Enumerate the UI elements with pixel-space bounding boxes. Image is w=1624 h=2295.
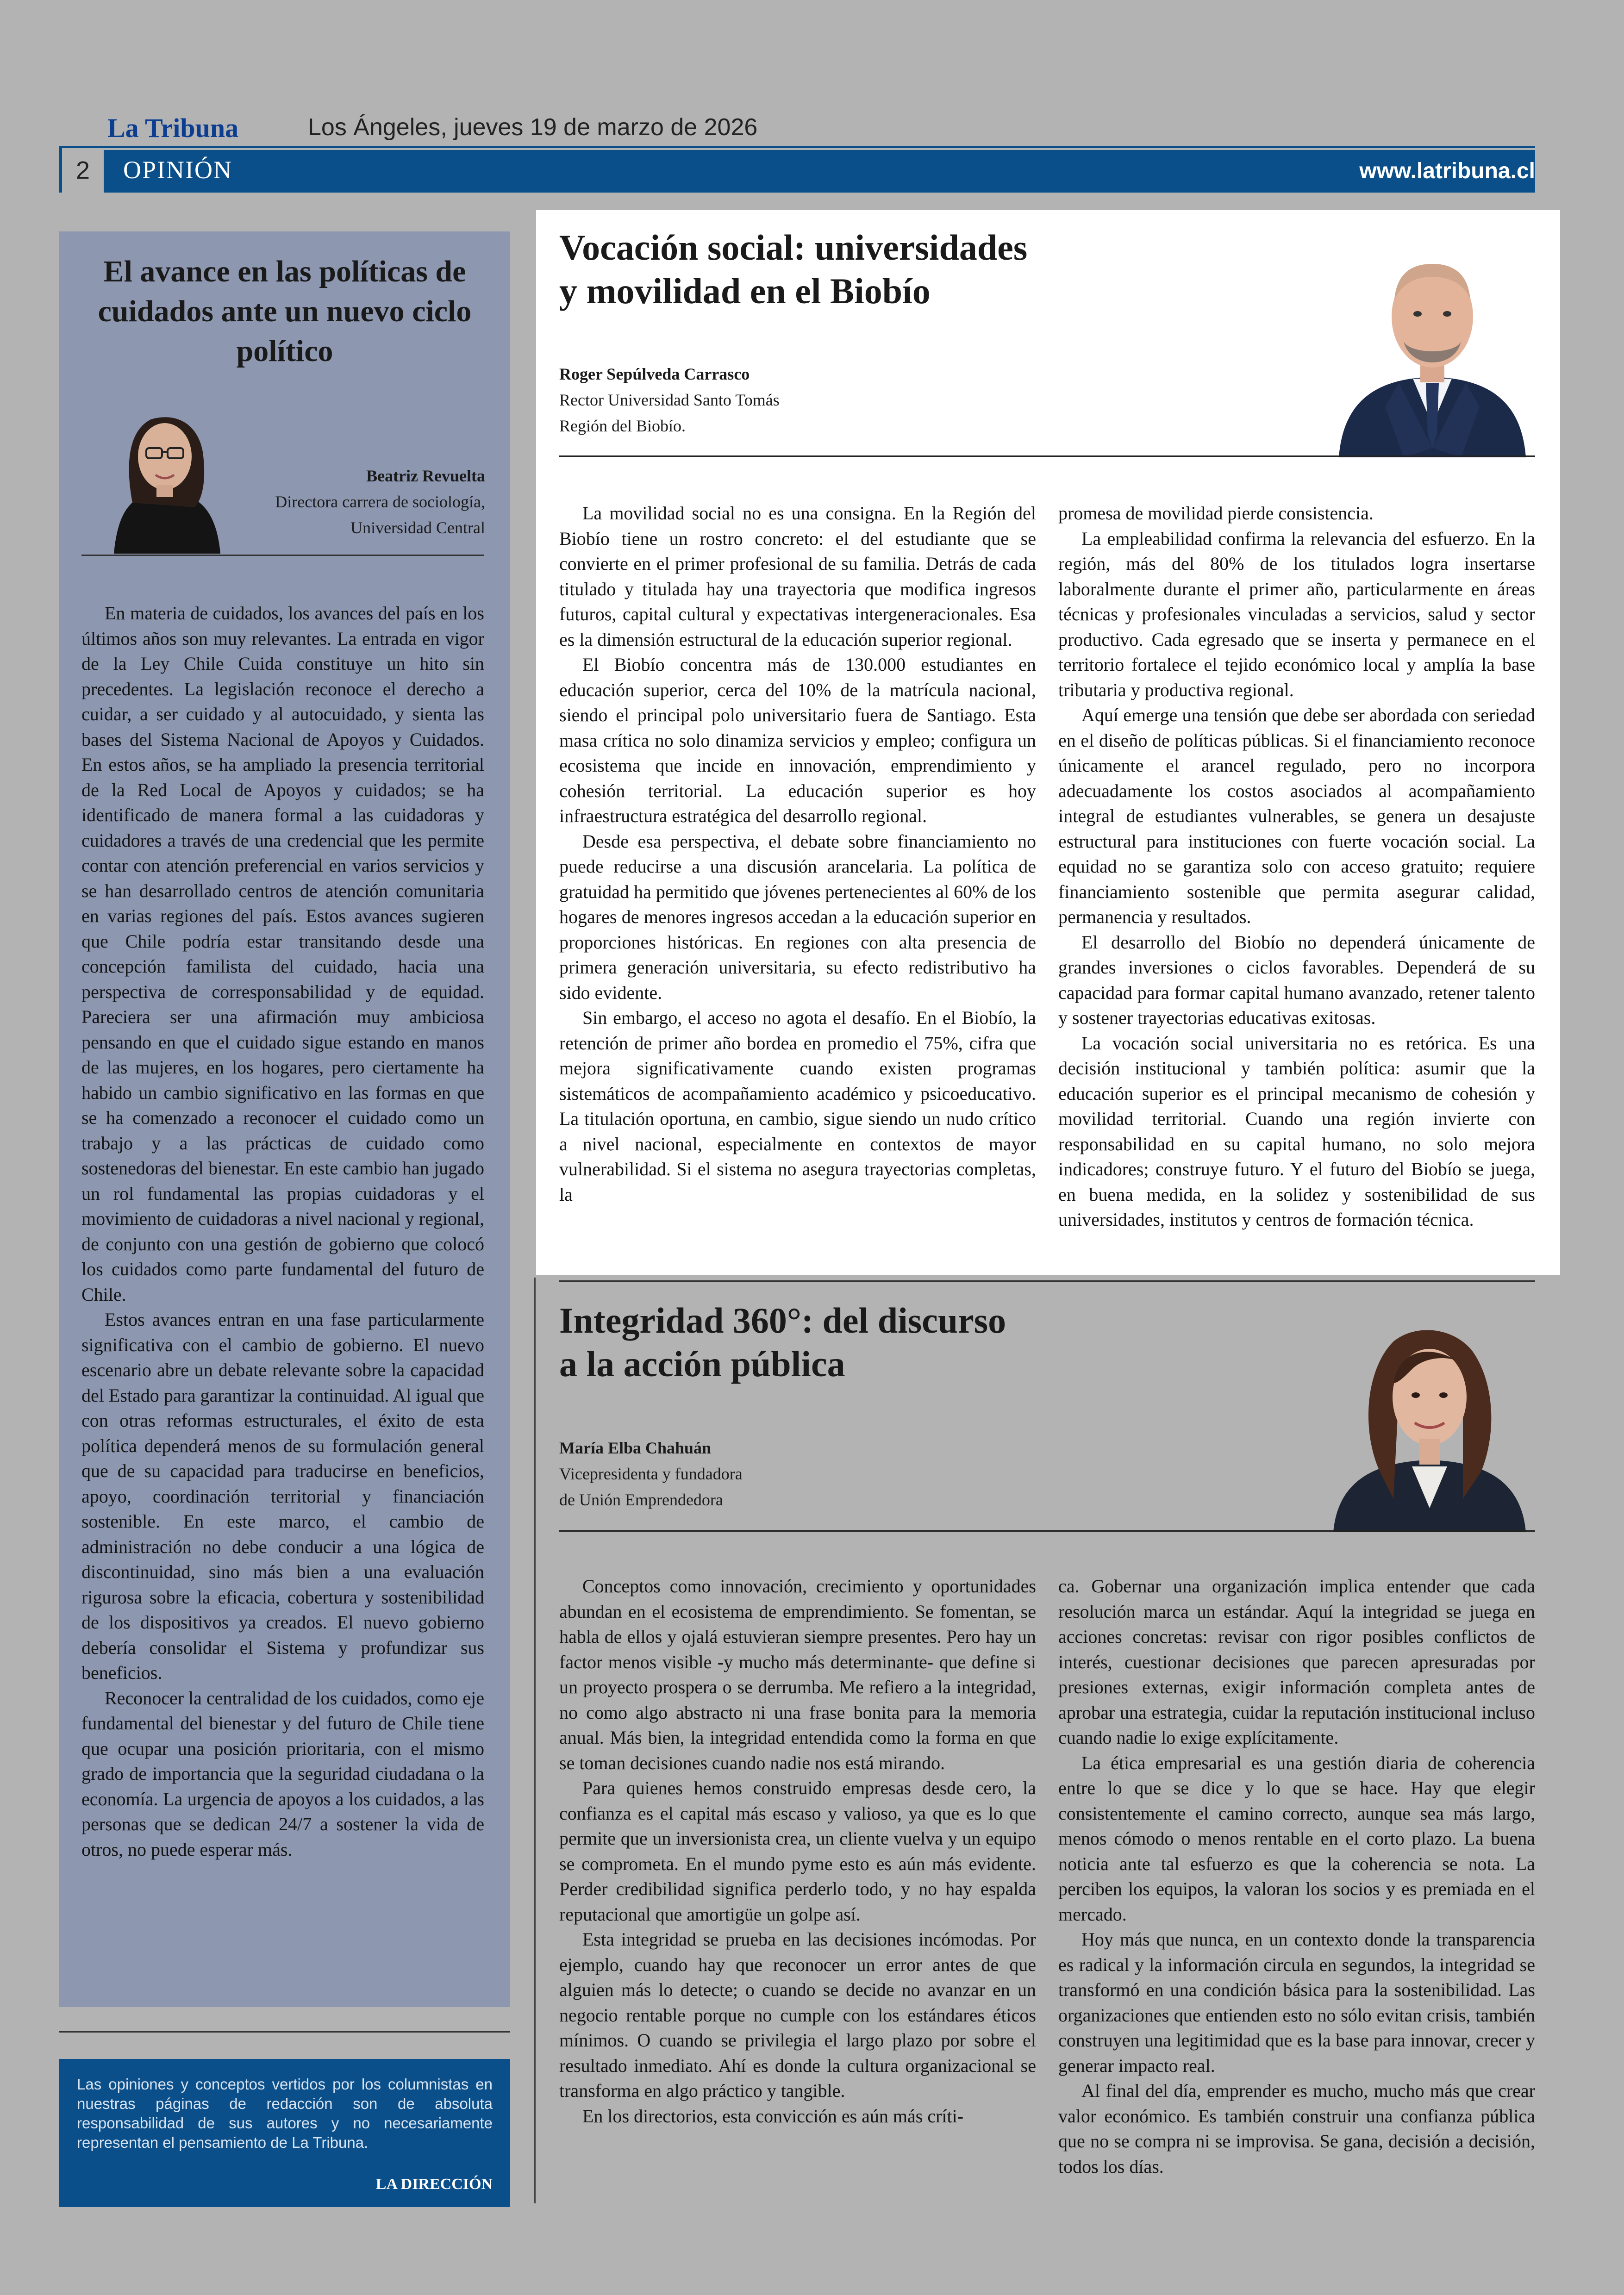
divider (559, 455, 1535, 457)
left-author-credit (275, 463, 485, 541)
paragraph: Al final del día, emprender es mucho, mucho más que crear valor económico. Es también construir una confianza pública que no se compra ni se improvisa. Se gana, decisión a decisión, todos los días. (1058, 2080, 1535, 2177)
paragraph-continuation: ca. Gobernar una organización implica entender que cada resolución marca un estándar. Aquí la integridad se juega en acciones concretas: revisar con rigor posibles conflictos de interés, cuestionar decisiones que parecen apresuradas por presiones externas, exigir información completa antes de aprobar una estrategia, cuidar la reputación institucional incluso cuando nadie lo exige explícitamente. (1058, 1576, 1535, 1748)
author-organization: de Unión Emprendedora (559, 1491, 723, 1509)
title-line: y movilidad en el Biobío (559, 271, 931, 311)
paragraph: Conceptos como innovación, crecimiento y oportunidades abundan en el ecosistema de emprendimiento. Se fomentan, se habla de ellos y ojalá estuvieran siempre presentes. Pero hay un factor menos visible -y mucho más determinante- que define si un proyecto prospera o se derrumba. Me refiero a la integridad, no como algo abstracto ni una frase bonita para la memoria anual. Más bien, la integridad entendida como la forma en que se toman decisiones cuando nadie nos está mirando. (559, 1576, 1036, 1773)
paragraph: Hoy más que nunca, en un contexto donde la transparencia es radical y la información circula en segundos, la integridad se transformó en una condición básica para la sostenibilidad. Las organizaciones que entienden esto no sólo evitan crisis, también construyen una legitimidad que es la base para innovar, crecer y generar impacto real. (1058, 1929, 1535, 2076)
title-line: a la acción pública (559, 1344, 845, 1384)
section-bar (59, 150, 1535, 193)
paragraph: En materia de cuidados, los avances del país en los últimos años son muy relevantes. La entrada en vigor de la Ley Chile Cuida constituye un hito sin precedentes. La legislación reconoce el derecho a cuidar, a ser cuidado y al autocuidado, y sienta las bases del Sistema Nacional de Apoyos y Cuidados. En estos años, se ha ampliado la presencia territorial de la Red Local de Apoyos y cuidados; se ha identificado de manera formal a las cuidadoras y cuidadores a través de una credencial que les permite contar con atención preferencial en varios servicios y se han desarrollado centros de atención comunitaria en varias regiones del país. Estos avances sugieren que Chile podría estar transitando desde una concepción familista del cuidado, hacia una perspectiva de corresponsabilidad y de equidad. Pareciera ser una afirmación muy ambiciosa pensando en que el cuidado sigue estando en manos de las mujeres, en los hogares, pero ciertamente ha habido un cambio significativo en las formas en que se ha comenzado a reconocer el cuidado como un trabajo y a las prácticas de cuidado como sostenedoras del bienestar. En este cambio han jugado un rol fundamental las propias cuidadoras y el movimiento de cuidadoras a nivel nacional y regional, de conjunto con una gestión de gobierno que colocó los cuidados como parte fundamental del futuro de Chile. (81, 603, 484, 1305)
column-divider (534, 1278, 536, 2203)
paragraph: Sin embargo, el acceso no agota el desafío. En el Biobío, la retención de primer año bordea en promedio el 75%, cifra que mejora significativamente cuando existen programas sistemáticos de acompañamiento académico y psicoeducativo. La titulación oportuna, en cambio, sigue siendo un nudo crítico a nivel nacional, especialmente en contextos de mayor vulnerabilidad. Si el sistema no asegura trayectorias completas, la (559, 1007, 1036, 1205)
author-region: Región del Biobío. (559, 417, 686, 435)
section-title: OPINIÓN (123, 156, 232, 184)
paragraph: El desarrollo del Biobío no dependerá únicamente de grandes inversiones o ciclos favorables. Dependerá de su capacidad para formar capital humano avanzado, retener talento y sostener trayectorias educativas exitosas. (1058, 931, 1535, 1028)
top-rule (59, 146, 1535, 148)
author-role: Rector Universidad Santo Tomás (559, 391, 780, 409)
left-article-title: El avance en las políticas de cuidados ante un nuevo ciclo político (98, 255, 472, 368)
paragraph: Para quienes hemos construido empresas desde cero, la confianza es el capital más escaso y valioso, ya que es lo que permite que un inversionista crea, un cliente vuelva y un equipo se comprometa. En el mundo pyme esto es aún más evidente. Perder credibilidad significa perderlo todo, y no hay espalda reputacional que amortigüe un golpe así. (559, 1777, 1036, 1925)
author-photo-beatriz (81, 387, 248, 554)
masthead-logo: La Tribuna (107, 113, 239, 143)
article-2-column-2 (1058, 1574, 1535, 2179)
author-name: Beatriz Revuelta (366, 467, 485, 485)
article-2-column-1 (559, 1574, 1036, 2129)
issue-date: Los Ángeles, jueves 19 de marzo de 2026 (308, 114, 758, 141)
author-name: María Elba Chahuán (559, 1439, 712, 1457)
paragraph: Desde esa perspectiva, el debate sobre financiamiento no puede reducirse a una discusión arancelaria. La política de gratuidad ha permitido que jóvenes pertenecientes al 60% de los hogares de menores ingresos accedan a la educación superior en proporciones históricas. En regiones con alta presencia de primera generación universitaria, su efecto redistributivo ha sido evidente. (559, 830, 1036, 1003)
author-name: Roger Sepúlveda Carrasco (559, 365, 750, 383)
paragraph: La ética empresarial es una gestión diaria de coherencia entre lo que se dice y lo que se hace. Hay que elegir consistentemente el camino correcto, aunque sea más largo, menos cómodo o menos rentable en el corto plazo. La buena noticia ante tal esfuerzo es que la coherencia se nota. La perciben los equipos, la valoran los socios y es premiada en el mercado. (1058, 1752, 1535, 1925)
paragraph-continuation: promesa de movilidad pierde consistencia. (1058, 503, 1374, 524)
article-2-title (559, 1299, 1207, 1386)
paragraph: La vocación social universitaria no es retórica. Es una decisión institucional y también política: asumir que la educación superior es el principal mecanismo de cohesión y movilidad territorial. Cuando una región invierte con responsabilidad en su capital humano, no solo mejora indicadores; construye futuro. Y el futuro del Biobío se juega, en buena medida, en la solidez y sostenibilidad de sus universidades, institutos y centros de formación técnica. (1058, 1032, 1535, 1230)
author-affiliation: Universidad Central (350, 518, 485, 537)
article-2-author-credit (559, 1435, 743, 1513)
page-number: 2 (59, 148, 104, 193)
left-article-body (81, 601, 484, 1862)
article-1-author-credit (559, 361, 780, 439)
author-role: Directora carrera de sociología, (275, 493, 485, 511)
editorial-disclaimer (59, 2059, 510, 2207)
article-1-title (559, 226, 1207, 313)
author-photo-maria-elba (1324, 1314, 1535, 1532)
divider (81, 555, 484, 556)
divider (559, 1280, 1535, 1282)
title-line: Vocación social: universidades (559, 227, 1028, 268)
divider (59, 2031, 510, 2033)
title-line: Integridad 360°: del discurso (559, 1300, 1006, 1341)
divider (559, 1530, 1535, 1532)
site-url[interactable]: www.latribuna.cl (1359, 159, 1535, 183)
paragraph: Esta integridad se prueba en las decisiones incómodas. Por ejemplo, cuando hay que reconocer un error antes de que alguien más lo detecte; o cuando se decide no avanzar en un negocio rentable porque no cumple con los estándares éticos mínimos. O cuando se privilegia el largo plazo por sobre el resultado inmediato. Ahí es donde la cultura organizacional se transforma en algo práctico y tangible. (559, 1929, 1036, 2101)
paragraph: En los directorios, esta convicción es aún más críti- (582, 2105, 964, 2127)
author-photo-roger (1330, 231, 1535, 457)
paragraph: Estos avances entran en una fase particularmente significativa con el cambio de gobierno. El nuevo escenario abre un debate relevante sobre la capacidad del Estado para garantizar la continuidad. Al igual que con otras reformas estructurales, el éxito de esta política dependerá menos de su formulación general que de su capacidad para traducirse en beneficios, apoyo, coordinación territorial y financiación sostenible. En este marco, el cambio de administración no debe conducir a una lógica de discontinuidad, sino más bien a una evaluación rigurosa sobre la eficacia, cobertura y sostenibilidad de los dispositivos ya creados. El nuevo gobierno debería consolidar el Sistema y profundizar sus beneficios. (81, 1309, 484, 1683)
paragraph: La movilidad social no es una consigna. En la Región del Biobío tiene un rostro concreto: el del estudiante que se convierte en el primer profesional de su familia. Detrás de cada titulado y titulada hay una trayectoria que modifica ingresos futuros, capital cultural y expectativas intergeneracionales. Esa es la dimensión estructural de la educación superior regional. (559, 503, 1036, 650)
paragraph: El Biobío concentra más de 130.000 estudiantes en educación superior, cerca del 10% de la matrícula nacional, siendo el principal polo universitario fuera de Santiago. Esta masa crítica no solo dinamiza servicios y empleo; configura un ecosistema que incide en innovación, emprendimiento y cohesión territorial. La educación superior es hoy infraestructura estratégica del desarrollo regional. (559, 654, 1036, 826)
paragraph: Aquí emerge una tensión que debe ser abordada con seriedad en el diseño de políticas públicas. Si el financiamiento reconoce únicamente el arancel regulado, pero no incorpora adecuadamente los costos asociados al acompañamiento integral de estudiantes vulnerables, se genera un desajuste estructural para instituciones con fuerte vocación social. La equidad no se garantiza solo con acceso gratuito; requiere financiamiento sostenible que permita asegurar calidad, permanencia y resultados. (1058, 705, 1535, 927)
article-1-column-2 (1058, 501, 1535, 1233)
paragraph: La empleabilidad confirma la relevancia del esfuerzo. En la región, más del 80% de los titulados logra insertarse laboralmente durante el primer año, particularmente en áreas técnicas y profesionales vinculadas a servicios, salud y sector productivo. Cada egresado que se inserta y permanece en el territorio fortalece el tejido económico local y amplía la base tributaria y productiva regional. (1058, 528, 1535, 700)
disclaimer-signature: LA DIRECCIÓN (375, 2176, 493, 2193)
paragraph: Reconocer la centralidad de los cuidados, como eje fundamental del bienestar y del futuro de Chile tiene que ocupar una posición prioritaria, con el mismo grado de importancia que la seguridad ciudadana o la economía. La urgencia de apoyos a los cuidados, a las personas que se dedican 24/7 a sostener la vida de otros, no puede esperar más. (81, 1687, 484, 1860)
disclaimer-text: Las opiniones y conceptos vertidos por los columnistas en nuestras páginas de redacción son de absoluta responsabilidad de sus autores y no necesariamente representan el pensamiento de La Tribuna. (77, 2076, 493, 2151)
article-1-column-1 (559, 501, 1036, 1207)
author-role: Vicepresidenta y fundadora (559, 1465, 743, 1483)
